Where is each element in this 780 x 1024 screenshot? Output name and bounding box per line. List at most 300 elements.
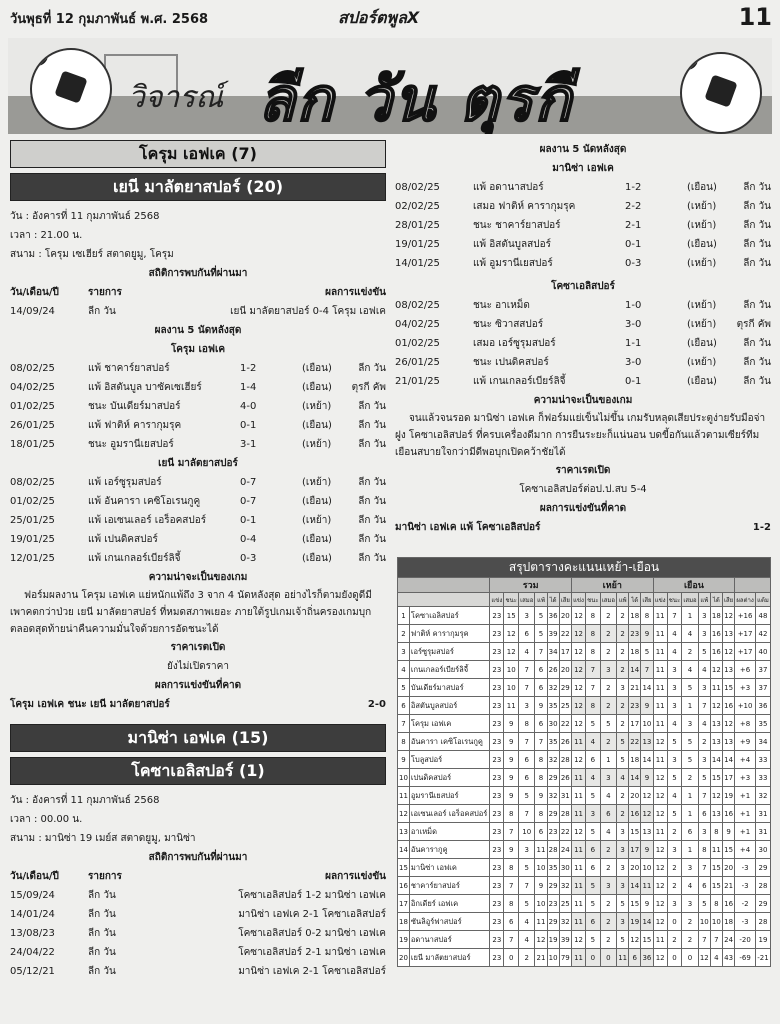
stat-cell: +10 — [735, 697, 756, 715]
stat-cell: 12 — [535, 931, 547, 949]
stat-cell: 7 — [667, 607, 682, 625]
match2-h2h-title: สถิติการพบกันที่ผ่านมา — [148, 852, 248, 863]
stat-cell: 20 — [629, 787, 641, 805]
form-row — [10, 549, 386, 568]
stat-cell: 48 — [755, 607, 770, 625]
stat-cell: 2 — [519, 949, 535, 967]
match2-chance-title: ความน่าจะเป็นของเกม — [533, 395, 633, 406]
match1-chance: ฟอร์มผลงาน โครุม เอฟเค แย่หนักแพ้ถึง 3 จาก 4 นัดหลังสุด อย่างไรก็ตามยังดูดีมีเพาคตกว่าป่วย เยนี มาลัตยาสปอร์ ที่หมดสภาพเยอะ ภายใต้รูปเกมเจ้าถิ่นครองเกมบุกตลอดสุดท้ายน่าคืนความมั่นใจด้วยการอัดชนะได้ — [10, 590, 372, 635]
form-result: ชนะ ชาคาร์ยาสปอร์ — [473, 220, 561, 231]
match2-home-form — [395, 178, 771, 273]
team-cell: อันคารา เคซิโอเรนกูคู — [409, 733, 489, 751]
form-venue: (เยือน) — [302, 382, 332, 393]
form-date: 18/01/25 — [10, 439, 55, 450]
stat-cell: 5 — [682, 679, 698, 697]
form-score: 0-4 — [240, 534, 257, 545]
stat-cell: 28 — [755, 877, 770, 895]
h2h-date: 13/08/23 — [10, 928, 55, 939]
stat-cell: 8 — [535, 769, 547, 787]
h2h-row — [10, 905, 386, 924]
match2-form-title: ผลงาน 5 นัดหลังสุด — [539, 144, 627, 155]
form-date: 26/01/25 — [10, 420, 55, 431]
standings-table — [397, 557, 771, 967]
rank-cell: 19 — [398, 931, 410, 949]
stat-cell: 12 — [653, 913, 667, 931]
stat-cell: 4 — [519, 913, 535, 931]
stat-cell: 2 — [682, 931, 698, 949]
stat-cell: 11 — [571, 895, 585, 913]
stat-cell: 7 — [519, 805, 535, 823]
stat-cell: 17 — [629, 841, 641, 859]
h2h-head-date: วัน/เดือน/ปี — [10, 287, 59, 298]
banner-title: ลีก วัน ตุรกี — [258, 65, 574, 134]
stat-cell: 12 — [571, 607, 585, 625]
standings-row — [398, 733, 771, 751]
form-comp: ลีก วัน — [743, 376, 771, 387]
match1-price: ยังไม่เปิดราคา — [167, 661, 229, 672]
form-score: 0-3 — [240, 553, 257, 564]
stat-cell: 12 — [571, 625, 585, 643]
stat-cell: 2 — [667, 823, 682, 841]
stat-cell: 26 — [559, 733, 571, 751]
stat-cell: 0 — [586, 949, 601, 967]
team-cell: อันคารากูคู — [409, 841, 489, 859]
sub-header: เสีย — [641, 593, 653, 607]
stat-cell: 15 — [710, 769, 722, 787]
rank-cell: 17 — [398, 895, 410, 913]
stat-cell: 18 — [629, 751, 641, 769]
stat-cell: 19 — [755, 931, 770, 949]
match2-away-bar: โคซาเอลิสปอร์ (1) — [10, 757, 386, 785]
form-venue: (เยือน) — [302, 534, 332, 545]
form-result: ชนะ อูมรานีเยสปอร์ — [88, 439, 174, 450]
h2h-result: เยนี มาลัตยาสปอร์ 0-4 โครุม เอฟเค — [230, 306, 386, 317]
team-cell: เอร์ซูรุมสปอร์ — [409, 643, 489, 661]
stat-cell: 23 — [490, 877, 504, 895]
form-comp: ลีก วัน — [743, 258, 771, 269]
stat-cell: 14 — [641, 679, 653, 697]
stat-cell: 3 — [617, 841, 629, 859]
stat-cell: 2 — [682, 769, 698, 787]
stat-cell: 9 — [535, 697, 547, 715]
stat-cell: 11 — [571, 877, 585, 895]
stat-cell: 14 — [629, 661, 641, 679]
stat-cell: 29 — [547, 913, 559, 931]
h2h-head-res: ผลการแข่งขัน — [325, 287, 386, 298]
stat-cell: 18 — [629, 607, 641, 625]
stat-cell: 12 — [571, 751, 585, 769]
h2h-head-res: ผลการแข่งขัน — [325, 871, 386, 882]
stat-cell: 7 — [504, 877, 519, 895]
stat-cell: 5 — [667, 733, 682, 751]
standings-row — [398, 751, 771, 769]
stat-cell: 20 — [559, 661, 571, 679]
stat-cell: 32 — [559, 877, 571, 895]
stat-cell: 2 — [617, 715, 629, 733]
rank-cell: 5 — [398, 679, 410, 697]
stat-cell: 32 — [547, 751, 559, 769]
stat-cell: 5 — [519, 895, 535, 913]
stat-cell: 29 — [547, 805, 559, 823]
form-result: ชนะ เปนดิคสปอร์ — [473, 357, 549, 368]
stat-cell: 22 — [559, 715, 571, 733]
form-row — [395, 315, 771, 334]
stat-cell: 8 — [504, 805, 519, 823]
stat-cell: 3 — [682, 859, 698, 877]
h2h-row — [10, 943, 386, 962]
stat-cell: 23 — [490, 751, 504, 769]
stat-cell: 3 — [667, 679, 682, 697]
standings-subheader — [398, 593, 771, 607]
standings-row — [398, 607, 771, 625]
stat-cell: 12 — [571, 823, 585, 841]
sub-header: ชนะ — [504, 593, 519, 607]
stat-cell: 12 — [571, 931, 585, 949]
form-date: 25/01/25 — [10, 515, 55, 526]
match2-home-bar: มานิซ่า เอฟเค (15) — [10, 724, 386, 752]
stat-cell: 4 — [600, 823, 616, 841]
form-comp: ลีก วัน — [358, 477, 386, 488]
form-venue: (เยือน) — [302, 496, 332, 507]
stat-cell: 24 — [559, 841, 571, 859]
stat-cell: 6 — [535, 661, 547, 679]
stat-cell: 29 — [559, 679, 571, 697]
stat-cell: 6 — [682, 823, 698, 841]
stat-cell: 9 — [722, 823, 734, 841]
stat-cell: 8 — [586, 643, 601, 661]
sub-header: เสมอ — [519, 593, 535, 607]
stat-cell: 3 — [586, 805, 601, 823]
stat-cell: 11 — [653, 697, 667, 715]
stat-cell: 7 — [641, 661, 653, 679]
h2h-head-comp: รายการ — [88, 287, 122, 298]
stat-cell: 43 — [722, 949, 734, 967]
stat-cell: 3 — [667, 697, 682, 715]
stat-cell: 10 — [535, 859, 547, 877]
h2h-date: 05/12/21 — [10, 966, 55, 977]
pred-score: 1-2 — [752, 522, 771, 533]
sub-header: ได้ — [547, 593, 559, 607]
match2-away-form — [395, 296, 771, 391]
stat-cell: 3 — [667, 661, 682, 679]
form-score: 1-4 — [240, 382, 257, 393]
stat-cell: 7 — [710, 931, 722, 949]
stat-cell: 11 — [653, 931, 667, 949]
stat-cell: 22 — [629, 733, 641, 751]
stat-cell: 14 — [722, 751, 734, 769]
stat-cell: 12 — [571, 661, 585, 679]
stat-cell: 1 — [600, 751, 616, 769]
stat-cell: 6 — [698, 805, 710, 823]
stat-cell: 4 — [667, 787, 682, 805]
stat-cell: 6 — [535, 823, 547, 841]
h2h-comp: ลีก วัน — [88, 890, 116, 901]
form-date: 12/01/25 — [10, 553, 55, 564]
stat-cell: 30 — [755, 841, 770, 859]
stat-cell: 11 — [710, 679, 722, 697]
form-result: แพ้ อดานาสปอร์ — [473, 182, 544, 193]
stat-cell: 11 — [653, 607, 667, 625]
stat-cell: 6 — [629, 949, 641, 967]
form-venue: (เยือน) — [302, 553, 332, 564]
sub-header: แต้ม — [755, 593, 770, 607]
stat-cell: 5 — [617, 733, 629, 751]
h2h-result: มานิซ่า เอฟเค 2-1 โคซาเอลิสปอร์ — [238, 909, 386, 920]
stat-cell: 5 — [698, 895, 710, 913]
form-row — [395, 296, 771, 315]
stat-cell: 2 — [600, 841, 616, 859]
football-icon — [680, 52, 762, 134]
rank-cell: 6 — [398, 697, 410, 715]
stat-cell: 13 — [722, 625, 734, 643]
rank-cell: 10 — [398, 769, 410, 787]
form-date: 26/01/25 — [395, 357, 440, 368]
stat-cell: 17 — [559, 643, 571, 661]
stat-cell: 3 — [682, 715, 698, 733]
stat-cell: 8 — [710, 895, 722, 913]
stat-cell: 23 — [547, 823, 559, 841]
rank-cell: 11 — [398, 787, 410, 805]
stat-cell: 13 — [710, 805, 722, 823]
stat-cell: 79 — [559, 949, 571, 967]
sub-header: แพ้ — [698, 593, 710, 607]
form-row — [10, 359, 386, 378]
stat-cell: 29 — [547, 769, 559, 787]
h2h-date: 15/09/24 — [10, 890, 55, 901]
stat-cell: 16 — [629, 805, 641, 823]
stat-cell: 2 — [600, 859, 616, 877]
stat-cell: 5 — [519, 787, 535, 805]
form-result: ชนะ ซิวาสสปอร์ — [473, 319, 544, 330]
form-comp: ลีก วัน — [358, 420, 386, 431]
stat-cell: 5 — [682, 751, 698, 769]
stat-cell: 12 — [722, 643, 734, 661]
h2h-date: 14/01/24 — [10, 909, 55, 920]
stat-cell: 2 — [600, 895, 616, 913]
stat-cell: 2 — [617, 643, 629, 661]
stat-cell: 5 — [682, 733, 698, 751]
stat-cell: 9 — [641, 625, 653, 643]
stat-cell: +9 — [735, 733, 756, 751]
stat-cell: 2 — [617, 787, 629, 805]
stat-cell: 15 — [641, 931, 653, 949]
stat-cell: 22 — [559, 823, 571, 841]
form-row — [10, 511, 386, 530]
form-score: 3-0 — [625, 357, 642, 368]
h2h-row — [10, 924, 386, 943]
stat-cell: 19 — [722, 787, 734, 805]
match1-price-title: ราคาเรตเปิด — [170, 642, 226, 653]
match1-h2h-title: สถิติการพบกันที่ผ่านมา — [148, 268, 248, 279]
stat-cell: 2 — [617, 697, 629, 715]
stat-cell: 13 — [641, 733, 653, 751]
match1-away-name: เยนี มาลัตยาสปอร์ — [158, 458, 238, 469]
match2-chance: จนแล้วจนรอด มานิซ่า เอฟเค ก็ฟอร์มแย่เข็นไม่ขึ้น เกมรับหลุดเสียประตูง่ายรับมือจ่าฝูง โคซาเอลิสปอร์ ที่ครบเครื่องดีมาก การยืนระยะก็แน่นอน บดขี้อกันแล้วตามเซียร์ทีมเยือนสบายใจกว่ามีดีพอบุกเปิดคว้าชัยได้ — [395, 413, 766, 458]
form-venue: (เหย้า) — [687, 258, 717, 269]
stat-cell: 7 — [586, 679, 601, 697]
standings-row — [398, 625, 771, 643]
h2h-head-comp: รายการ — [88, 871, 122, 882]
stat-cell: 3 — [682, 895, 698, 913]
match2-h2h-list — [10, 886, 386, 981]
form-comp: ลีก วัน — [743, 357, 771, 368]
h2h-comp: ลีก วัน — [88, 947, 116, 958]
stat-cell: 8 — [710, 823, 722, 841]
match1-time: เวลา : 21.00 น. — [10, 230, 83, 241]
form-result: แพ้ เกนเกลอร์เบียร์ลิจี้ — [88, 553, 181, 564]
stat-cell: 3 — [667, 751, 682, 769]
stat-cell: 26 — [547, 661, 559, 679]
rank-cell: 1 — [398, 607, 410, 625]
form-venue: (เยือน) — [687, 182, 717, 193]
form-venue: (เยือน) — [302, 363, 332, 374]
stat-cell: 1 — [682, 805, 698, 823]
stat-cell: 2 — [600, 913, 616, 931]
stat-cell: 15 — [722, 841, 734, 859]
form-date: 02/02/25 — [395, 201, 440, 212]
form-row — [395, 334, 771, 353]
stat-cell: 6 — [535, 715, 547, 733]
stat-cell: 3 — [698, 625, 710, 643]
h2h-row — [10, 962, 386, 981]
stat-cell: 16 — [710, 643, 722, 661]
h2h-result: มานิซ่า เอฟเค 2-1 โคซาเอลิสปอร์ — [238, 966, 386, 977]
match1-day: วัน : อังคารที่ 11 กุมภาพันธ์ 2568 — [10, 211, 160, 222]
stat-cell: 12 — [504, 625, 519, 643]
stat-cell: 20 — [722, 859, 734, 877]
stat-cell: 12 — [653, 787, 667, 805]
stat-cell: 7 — [698, 697, 710, 715]
stat-cell: 32 — [547, 787, 559, 805]
stat-cell: 5 — [698, 643, 710, 661]
standings-row — [398, 679, 771, 697]
stat-cell: 7 — [504, 931, 519, 949]
rank-cell: 15 — [398, 859, 410, 877]
team-cell: เอเซนเลอร์ เอร็อคสปอร์ — [409, 805, 489, 823]
stat-cell: 9 — [641, 769, 653, 787]
sub-header: ชนะ — [586, 593, 601, 607]
stat-cell: 8 — [504, 859, 519, 877]
stat-cell: 19 — [547, 931, 559, 949]
stat-cell: 4 — [682, 625, 698, 643]
form-comp: ลีก วัน — [358, 496, 386, 507]
form-date: 08/02/25 — [395, 300, 440, 311]
stat-cell: 12 — [641, 787, 653, 805]
form-venue: (เหย้า) — [302, 439, 332, 450]
stat-cell: 33 — [755, 751, 770, 769]
stat-cell: 23 — [629, 625, 641, 643]
stat-cell: 8 — [535, 805, 547, 823]
form-date: 01/02/25 — [10, 496, 55, 507]
team-cell: โครุม เอฟเค — [409, 715, 489, 733]
stat-cell: 0 — [667, 913, 682, 931]
form-score: 1-2 — [240, 363, 257, 374]
stat-cell: 23 — [547, 895, 559, 913]
stat-cell: 5 — [586, 931, 601, 949]
stat-cell: 12 — [571, 643, 585, 661]
form-row — [395, 254, 771, 273]
form-venue: (เหย้า) — [687, 220, 717, 231]
stat-cell: 14 — [629, 769, 641, 787]
match1-form-title: ผลงาน 5 นัดหลังสุด — [154, 325, 242, 336]
form-row — [395, 197, 771, 216]
rank-cell: 18 — [398, 913, 410, 931]
stat-cell: 12 — [653, 841, 667, 859]
stat-cell: 31 — [755, 805, 770, 823]
stat-cell: 4 — [519, 931, 535, 949]
group-header: เยือน — [653, 578, 735, 593]
sub-header: แพ้ — [535, 593, 547, 607]
h2h-comp: ลีก วัน — [88, 306, 116, 317]
form-row — [395, 353, 771, 372]
left-column — [10, 140, 386, 981]
stat-cell: 5 — [586, 823, 601, 841]
stat-cell: 4 — [682, 661, 698, 679]
stat-cell: 4 — [682, 877, 698, 895]
standings-row — [398, 697, 771, 715]
stat-cell: 35 — [547, 859, 559, 877]
match2-home-name: มานิซ่า เอฟเค — [552, 163, 614, 174]
form-date: 19/01/25 — [10, 534, 55, 545]
form-comp: ลีก วัน — [358, 515, 386, 526]
match2-pred-title: ผลการแข่งขันที่คาด — [539, 503, 627, 514]
stat-cell: 15 — [722, 679, 734, 697]
h2h-comp: ลีก วัน — [88, 966, 116, 977]
stat-cell: 12 — [698, 949, 710, 967]
stat-cell: 8 — [535, 751, 547, 769]
stat-cell: +3 — [735, 679, 756, 697]
stat-cell: 10 — [547, 949, 559, 967]
standings-title: สรุปตารางคะแนนเหย้า-เยือน — [398, 558, 771, 578]
stat-cell: 14 — [710, 751, 722, 769]
stat-cell: 8 — [698, 841, 710, 859]
stat-cell: 7 — [504, 823, 519, 841]
form-result: แพ้ เอร์ซูรุมสปอร์ — [88, 477, 162, 488]
stat-cell: 11 — [641, 877, 653, 895]
stat-cell: 9 — [504, 715, 519, 733]
form-comp: ลีก วัน — [358, 401, 386, 412]
team-cell: เปนดิคสปอร์ — [409, 769, 489, 787]
stat-cell: 28 — [559, 805, 571, 823]
stat-cell: 23 — [490, 805, 504, 823]
stat-cell: 12 — [653, 859, 667, 877]
stat-cell: 11 — [535, 913, 547, 931]
stat-cell: +3 — [735, 769, 756, 787]
stat-cell: 42 — [755, 625, 770, 643]
stat-cell: 7 — [586, 661, 601, 679]
stat-cell: 2 — [600, 625, 616, 643]
stat-cell: 9 — [641, 895, 653, 913]
stat-cell: 4 — [698, 715, 710, 733]
stat-cell: 18 — [722, 913, 734, 931]
stat-cell: 23 — [490, 841, 504, 859]
form-row — [10, 378, 386, 397]
stat-cell: 23 — [490, 679, 504, 697]
team-cell: อิกเดียร์ เอฟเค — [409, 895, 489, 913]
stat-cell: 23 — [490, 769, 504, 787]
stat-cell: +1 — [735, 823, 756, 841]
stat-cell: 5 — [519, 859, 535, 877]
form-venue: (เหย้า) — [302, 515, 332, 526]
stat-cell: 11 — [571, 913, 585, 931]
form-date: 01/02/25 — [10, 401, 55, 412]
stat-cell: 5 — [586, 787, 601, 805]
stat-cell: 7 — [519, 679, 535, 697]
form-comp: ลีก วัน — [743, 182, 771, 193]
h2h-comp: ลีก วัน — [88, 909, 116, 920]
stat-cell: 11 — [571, 805, 585, 823]
stat-cell: 9 — [641, 841, 653, 859]
